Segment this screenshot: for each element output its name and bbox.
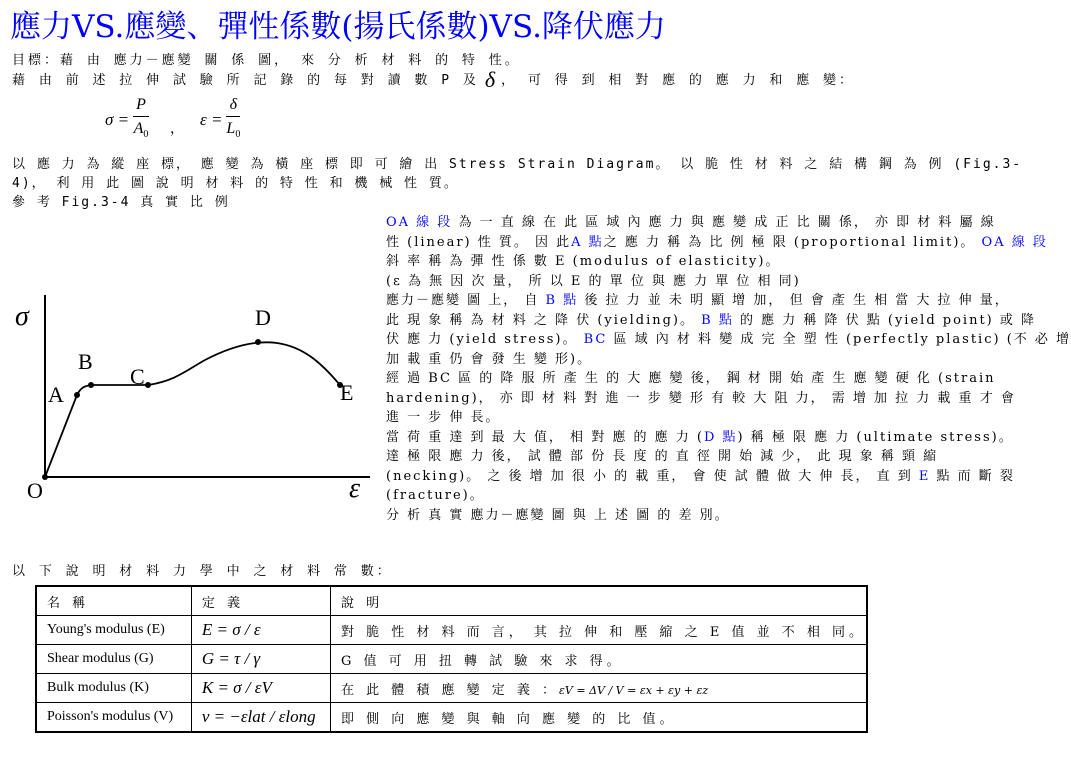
explanation-text: 之 應 力 稱 為 比 例 極 限 (proportional limit)。 (603, 234, 976, 250)
explanation-line (386, 330, 1071, 350)
highlight-d-point: D 點 (703, 429, 738, 445)
explanation-line: hardening)， 亦 即 材 料 對 進 一 步 變 形 有 較 大 阻 力， 需 增 加 拉 力 載 重 才 會 (386, 390, 1016, 406)
explanation-text: 為 一 直 線 在 此 區 域 內 應 力 與 應 變 成 正 比 關 係， 亦 即 材 料 屬 線 (458, 215, 996, 230)
intro-line-1: 目標：藉 由 應力－應變 關 係 圖， 來 分 析 材 料 的 特 性。 (12, 53, 521, 68)
explanation-text: 當 荷 重 達 到 最 大 值， 相 對 應 的 應 力 ( (386, 429, 704, 445)
label-e: E (340, 380, 354, 405)
highlight-bc: BC (583, 332, 608, 347)
explanation-text: (necking)。 之 後 增 加 很 小 的 載 重， 會 使 試 體 做 大 伸 長， 直 到 (386, 468, 913, 484)
constant-note: 對 脆 性 材 料 而 言， 其 拉 伸 和 壓 縮 之 E 值 並 不 相 同。 (330, 616, 867, 645)
volumetric-strain-formula: εV = ΔV / V = εx + εy + εz (559, 683, 709, 697)
constants-heading: 以 下 說 明 材 料 力 學 中 之 材 料 常 數： (12, 564, 393, 579)
label-d: D (255, 305, 271, 330)
point-c (145, 382, 151, 388)
material-constants-table (35, 585, 868, 733)
explanation-line: 斜 率 稱 為 彈 性 係 數 E (modulus of elasticity)。 (386, 254, 781, 269)
explanation-line: 進 一 步 伸 長。 (386, 410, 501, 425)
highlight-b-point: B 點 (545, 293, 579, 308)
explanation-line (386, 428, 1026, 448)
table-row (36, 616, 867, 645)
point-d (255, 339, 261, 345)
explanation-line (386, 233, 1048, 253)
constant-name: Poisson's modulus (V) (36, 703, 191, 733)
table-header-name: 名 稱 (36, 586, 191, 616)
strain-denominator-sub: 0 (235, 129, 241, 141)
description-line-1: 以 應 力 為 縱 座 標， 應 變 為 橫 座 標 即 可 繪 出 Stress Strain Diagram。 以 脆 性 材 料 之 結 構 鋼 為 例 (Fig.3- (12, 157, 1023, 172)
explanation-line: (ε 為 無 因 次 量， 所 以 E 的 單 位 與 應 力 單 位 相 同) (386, 273, 801, 289)
stress-formula-lhs: σ = (105, 110, 130, 130)
table-header-definition: 定 義 (191, 586, 330, 616)
origin-label: O (27, 478, 43, 503)
y-axis-label: σ (15, 301, 29, 332)
description-line-2: 4)， 利 用 此 圖 說 明 材 料 的 特 性 和 機 械 性 質。 (12, 176, 459, 191)
strain-denominator (226, 117, 240, 145)
constant-note: 即 側 向 應 變 與 軸 向 應 變 的 比 值。 (330, 703, 867, 733)
stress-denominator (133, 117, 149, 145)
delta-symbol: δ (484, 67, 496, 92)
explanation-text: 應力－應變 圖 上， 自 (386, 293, 540, 308)
intro-line-2 (12, 67, 856, 92)
explanation-text: 點 而 斷 裂 (936, 468, 1015, 484)
strain-formula-lhs: ε = (200, 110, 223, 130)
explanation-line: 分 析 真 實 應力－應變 圖 與 上 述 圖 的 差 別。 (386, 507, 730, 523)
table-header-row (36, 586, 867, 616)
highlight-a-point: A 點 (571, 234, 604, 250)
formula-separator: ， (170, 121, 184, 137)
point-origin (42, 474, 48, 480)
constant-definition: K = σ / εV (191, 674, 330, 703)
explanation-line (386, 467, 1026, 487)
strain-numerator: δ (226, 95, 240, 117)
explanation-line: 達 極 限 應 力 後， 試 體 部 份 長 度 的 直 徑 開 始 減 少， 此 現 象 稱 頸 縮 (386, 449, 939, 464)
label-a: A (48, 382, 64, 407)
slide-title: 應力VS.應變、彈性係數(揚氏係數)VS.降伏應力 (10, 9, 666, 45)
label-b: B (78, 349, 93, 374)
bulk-note-prefix: 在 此 體 積 應 變 定 義 ： (340, 682, 560, 698)
strain-denominator-symbol: L (226, 120, 236, 137)
intro-line-2-after: ， 可 得 到 相 對 應 的 應 力 和 應 變： (501, 73, 856, 88)
constant-note (330, 674, 867, 703)
highlight-oa: OA 線 段 (981, 234, 1048, 250)
stress-fraction (133, 95, 149, 145)
constant-name: Young's modulus (E) (36, 616, 191, 645)
intro-line-2-before: 藉 由 前 述 拉 伸 試 驗 所 記 錄 的 每 對 讀 數 P 及 (12, 73, 479, 88)
point-a (74, 392, 80, 398)
explanation-text: 後 拉 力 並 未 明 顯 增 加， 但 會 產 生 相 當 大 拉 伸 量， (584, 293, 1010, 308)
explanation-line (386, 291, 1026, 311)
table-row (36, 674, 867, 703)
label-c: C (130, 364, 145, 389)
stress-denominator-sub: 0 (143, 129, 149, 141)
explanation-text: 此 現 象 稱 為 材 料 之 降 伏 (yielding)。 (386, 312, 695, 328)
explanation-line: (fracture)。 (386, 488, 485, 503)
constant-definition: E = σ / ε (191, 616, 330, 645)
highlight-b-point: B 點 (701, 312, 734, 328)
explanation-line: 加 載 重 仍 會 發 生 變 形)。 (386, 351, 593, 367)
stress-formula (105, 95, 149, 155)
explanation-text: 區 域 內 材 料 變 成 完 全 塑 性 (perfectly plastic) (不 必 增 (613, 332, 1071, 347)
strain-fraction (226, 95, 240, 145)
constant-note: G 值 可 用 扭 轉 試 驗 來 求 得。 (330, 645, 867, 674)
table-row (36, 645, 867, 674)
strain-formula (200, 95, 240, 155)
explanation-line: 經 過 BC 區 的 降 服 所 產 生 的 大 應 變 後， 鋼 材 開 始 產 生 應 變 硬 化 (strain (386, 371, 996, 386)
highlight-e-point: E (918, 468, 931, 484)
highlight-oa: OA 線 段 (386, 215, 453, 230)
explanation-text: 性 (linear) 性 質。 因 此 (386, 234, 572, 250)
explanation-line (386, 213, 1026, 233)
stress-numerator: P (133, 95, 149, 117)
constant-name: Shear modulus (G) (36, 645, 191, 674)
point-b (88, 382, 94, 388)
table-header-note: 說 明 (330, 586, 867, 616)
constant-name: Bulk modulus (K) (36, 674, 191, 703)
x-axis-label: ε (349, 473, 361, 504)
table-row (36, 703, 867, 733)
stress-denominator-symbol: A (133, 120, 144, 137)
explanation-text: 伏 應 力 (yield stress)。 (386, 332, 578, 347)
description-line-3: 參 考 Fig.3-4 真 實 比 例 (12, 195, 230, 210)
explanation-line (386, 311, 1037, 331)
diagram-explanation (386, 213, 1071, 525)
stress-strain-diagram (15, 295, 370, 510)
constant-definition: ν = −εlat / εlong (191, 703, 330, 733)
explanation-text: 的 應 力 稱 降 伏 點 (yield point) 或 降 (739, 312, 1037, 328)
constant-definition: G = τ / γ (191, 645, 330, 674)
explanation-text: ) 稱 極 限 應 力 (ultimate stress)。 (737, 429, 1014, 445)
